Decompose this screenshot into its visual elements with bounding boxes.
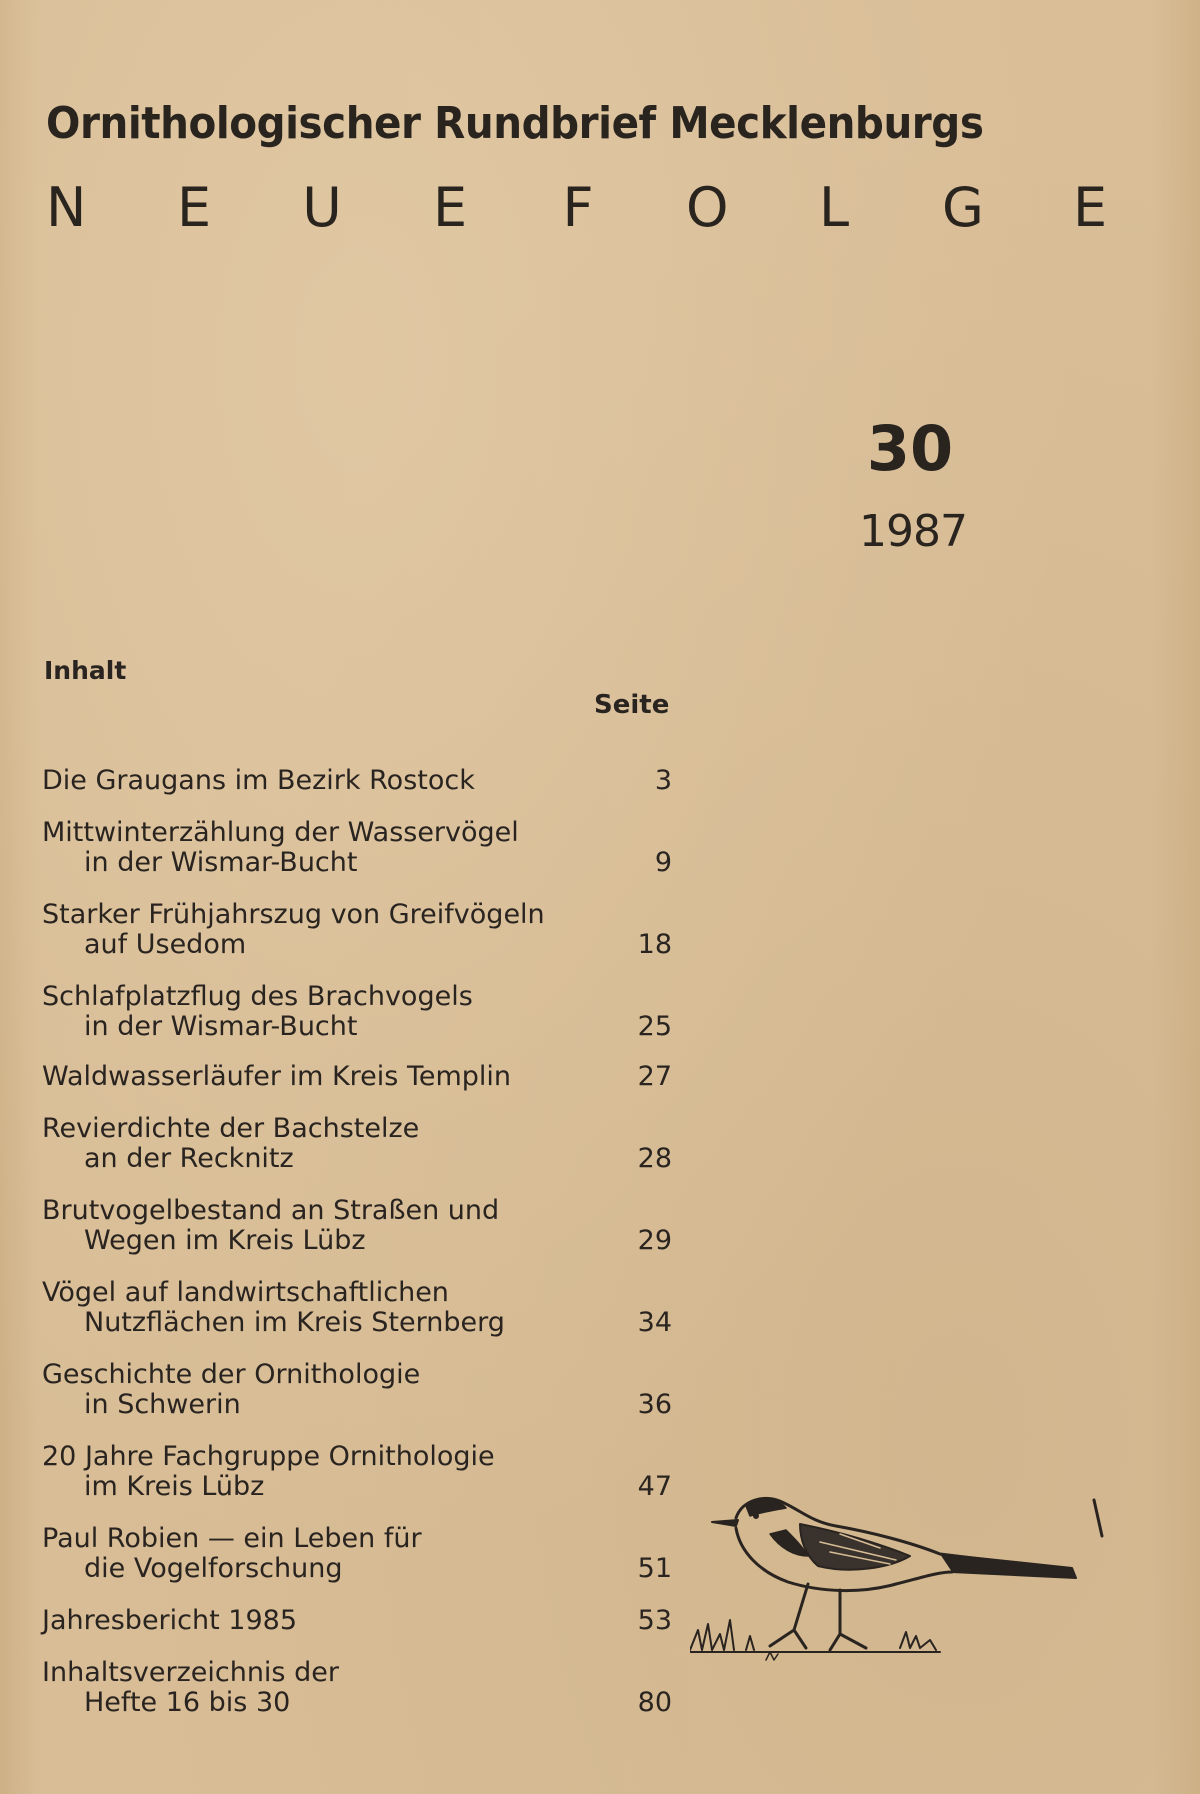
subtitle-letter: O [686,176,729,239]
toc-entry-title: Waldwasserläufer im Kreis Templin [42,1061,512,1092]
toc-entry-page: 9 [654,847,672,878]
toc-entry-title: Schlafplatzflug des Brachvogels [42,981,473,1012]
toc-entry-title-continued: im Kreis Lübz [84,1471,265,1502]
toc-entry [42,1196,672,1256]
toc-entry-title: Starker Frühjahrszug von Greifvögeln [42,899,545,930]
toc-entry-page: 51 [637,1553,672,1584]
toc-entry [42,1606,672,1636]
subtitle-letter: N [46,176,87,239]
toc-entry-title: Jahresbericht 1985 [42,1605,297,1636]
toc-entry-title: Brutvogelbestand an Straßen und [42,1195,500,1226]
toc-entry-title: Revierdichte der Bachstelze [42,1113,420,1144]
wagtail-bird-icon [690,1460,1120,1700]
issue-year: 1987 [859,506,967,557]
subtitle-letter: E [176,176,212,239]
toc-entry-page: 36 [637,1389,672,1420]
toc-entry-page: 47 [637,1471,672,1502]
subtitle-letter: E [432,176,468,239]
contents-heading: Inhalt [44,656,127,685]
toc-entry [42,1524,672,1584]
toc-entry [42,982,672,1042]
toc-entry-title-continued: in der Wismar-Bucht [84,1011,358,1042]
subtitle-letter: F [562,176,594,239]
toc-entry [42,1658,672,1718]
subtitle-letter: U [302,176,342,239]
toc-entry-title-continued: Nutzflächen im Kreis Sternberg [84,1307,505,1338]
subtitle-letter: L [818,176,850,239]
toc-entry-page: 53 [637,1605,672,1636]
toc-entry [42,900,672,960]
issue-number: 30 [866,412,954,485]
toc-entry-page: 80 [637,1687,672,1718]
toc-entry-title: Paul Robien — ein Leben für [42,1523,422,1554]
toc-entry-title-continued: auf Usedom [84,929,247,960]
toc-entry-title: Geschichte der Ornithologie [42,1359,421,1390]
subtitle-letter: E [1072,176,1108,239]
toc-entry-title: Inhaltsverzeichnis der [42,1657,339,1688]
toc-entry-page: 27 [637,1061,672,1092]
toc-entry-title-continued: an der Recknitz [84,1143,294,1174]
toc-entry-title: Die Graugans im Bezirk Rostock [42,765,475,796]
toc-entry-title: Vögel auf landwirtschaftlichen [42,1277,449,1308]
toc-entry [42,1360,672,1420]
subtitle-letter: G [942,176,984,239]
toc-entry [42,818,672,878]
toc-entry [42,1062,672,1092]
toc-entry-title-continued: in Schwerin [84,1389,241,1420]
toc-entry [42,766,672,796]
toc-entry-title: Mittwinterzählung der Wasservögel [42,817,519,848]
toc-entry-page: 34 [637,1307,672,1338]
toc-entry-page: 3 [654,765,672,796]
toc-entry [42,1278,672,1338]
toc-entry [42,1442,672,1502]
toc-entry [42,1114,672,1174]
toc-entry-title-continued: Hefte 16 bis 30 [84,1687,291,1718]
toc-entry-title-continued: die Vogelforschung [84,1553,343,1584]
toc-entry-title-continued: in der Wismar-Bucht [84,847,358,878]
toc-entry-title: 20 Jahre Fachgruppe Ornithologie [42,1441,495,1472]
page-column-label: Seite [594,690,670,720]
toc-entry-page: 29 [637,1225,672,1256]
toc-entry-page: 18 [637,929,672,960]
toc-entry-title-continued: Wegen im Kreis Lübz [84,1225,366,1256]
toc-entry-page: 25 [637,1011,672,1042]
toc-entry-page: 28 [637,1143,672,1174]
publication-title: Ornithologischer Rundbrief Mecklenburgs [46,98,984,149]
